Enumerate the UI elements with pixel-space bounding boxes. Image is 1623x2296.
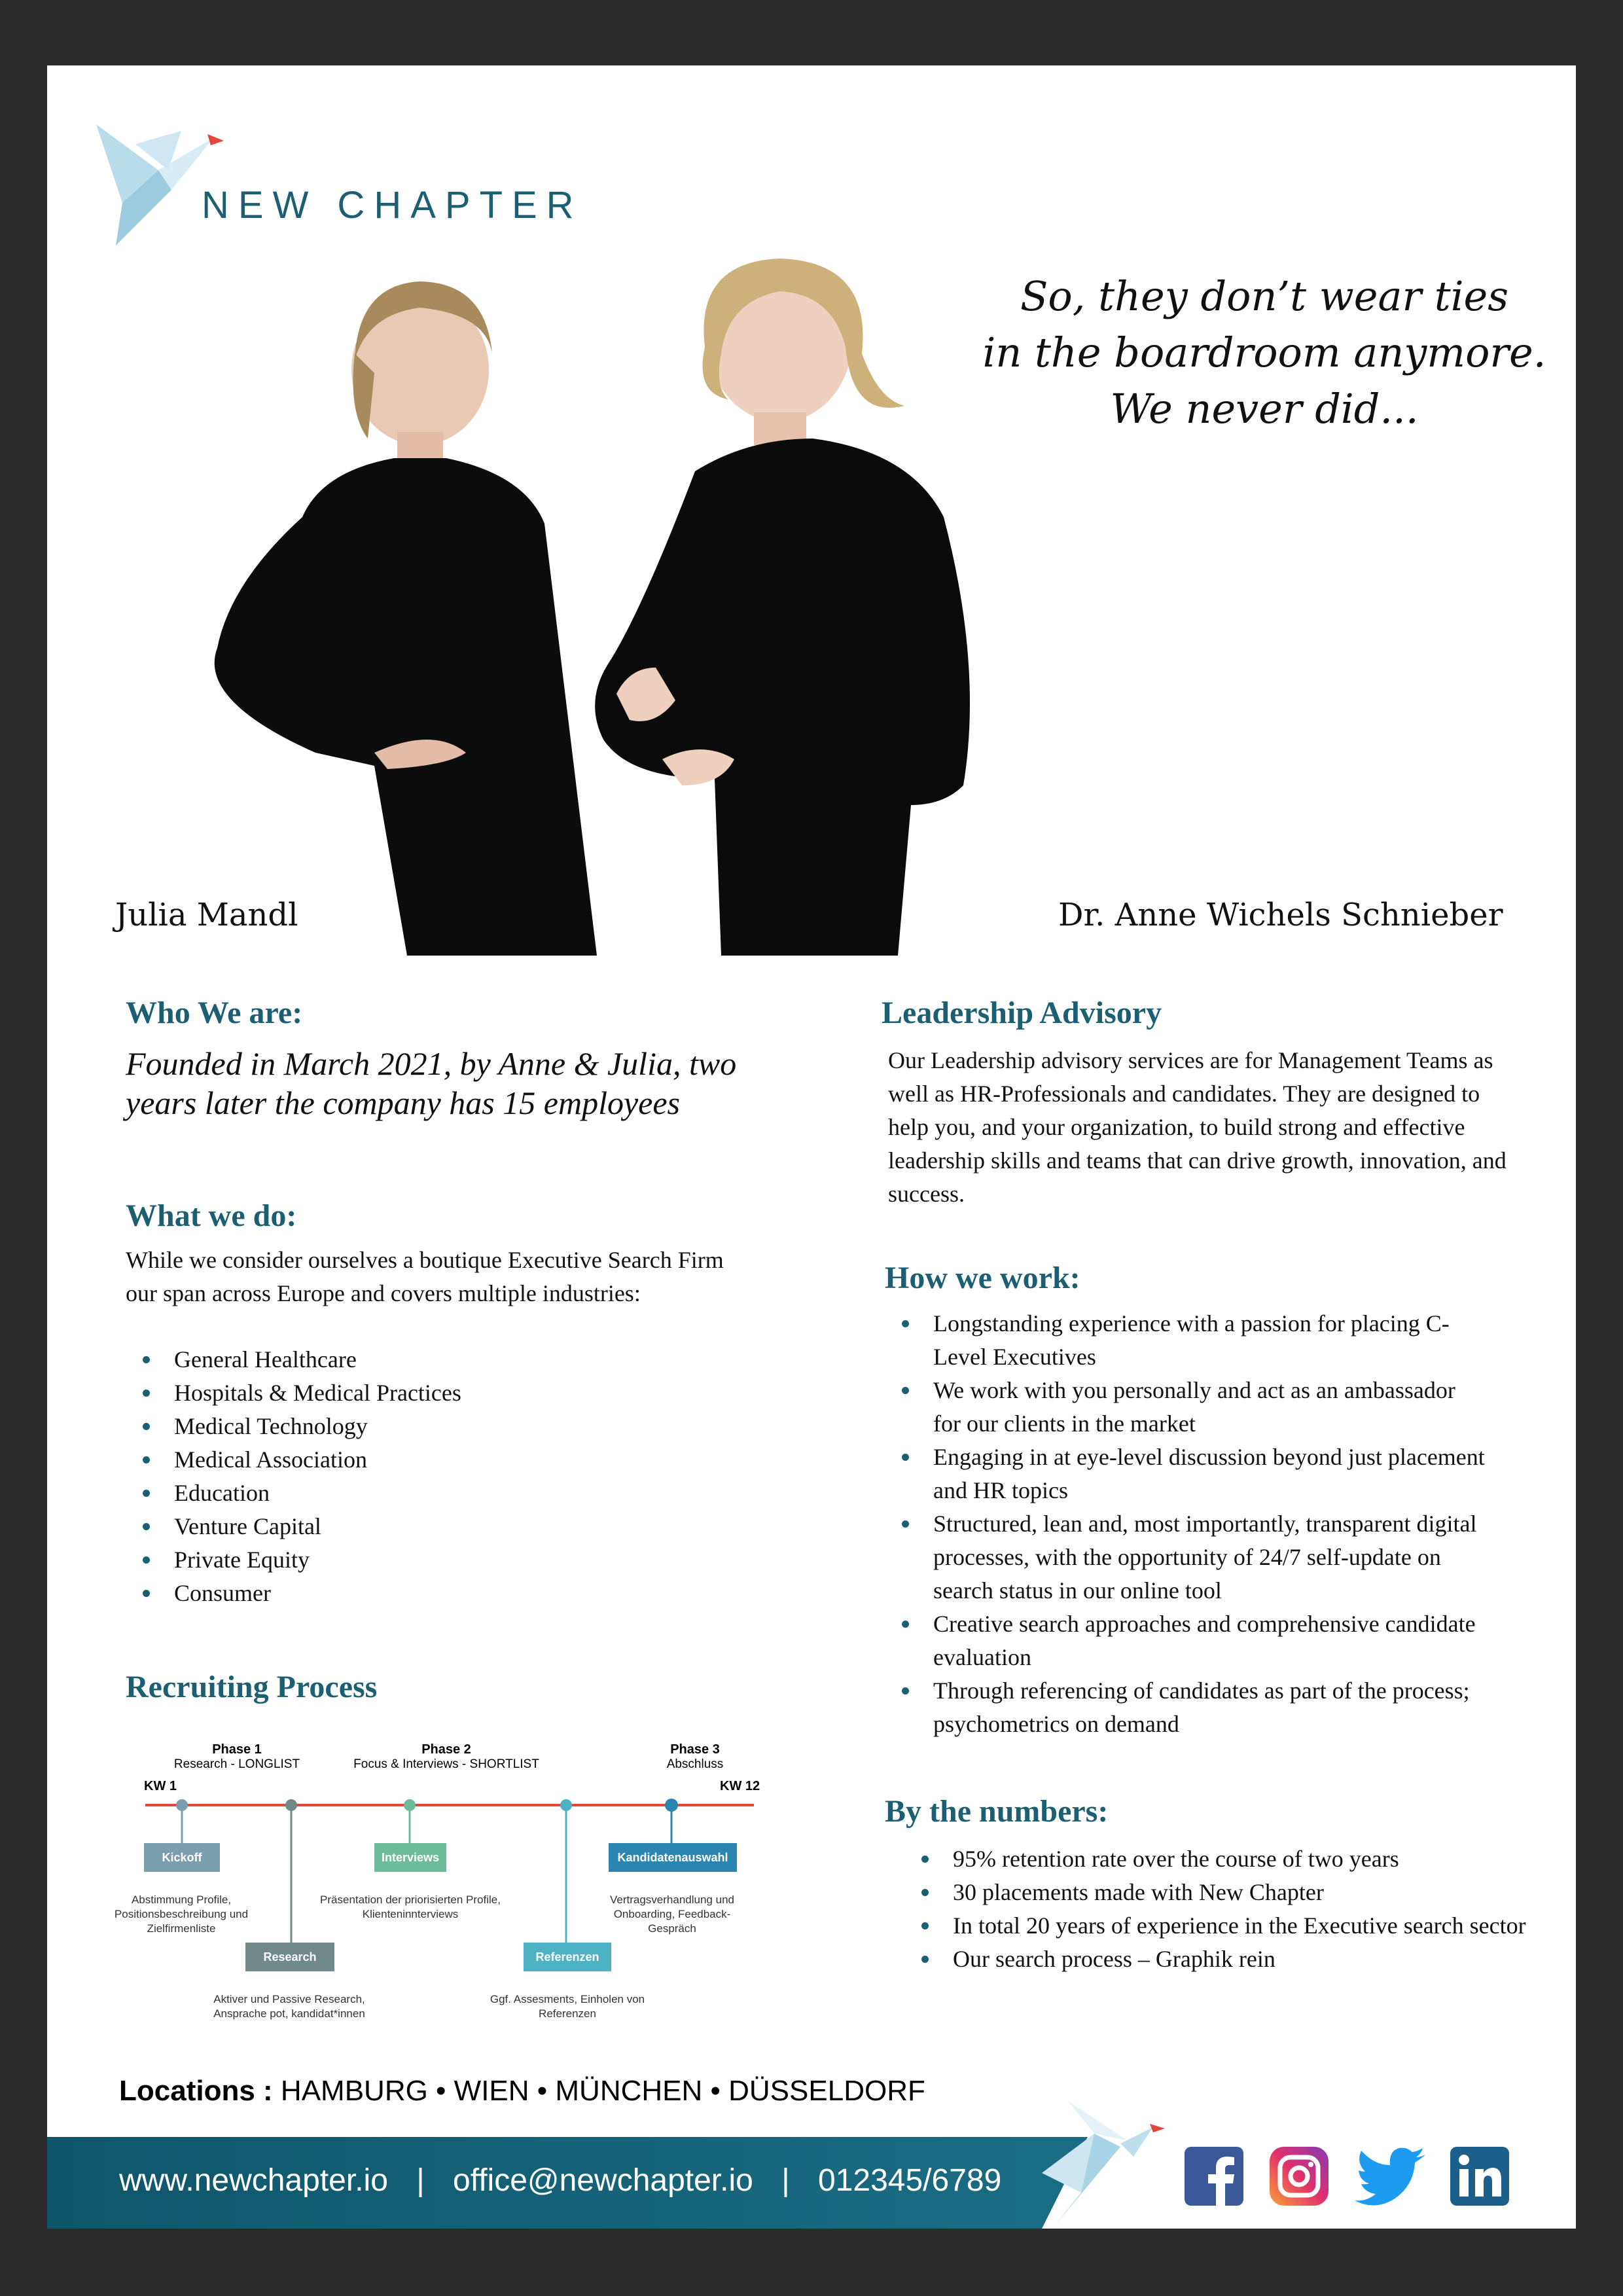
website-link[interactable]: www.newchapter.io [119,2163,388,2198]
what-heading: What we do: [126,1198,297,1233]
list-item: Private Equity [126,1543,715,1577]
phase-1-title: Phase 1 [212,1742,262,1757]
who-heading: Who We are: [126,996,303,1030]
step-referenzen: Referenzen [524,1943,611,1971]
numbers-list [904,1842,1552,1976]
step-kickoff-desc: Abstimmung Profile, Positionsbeschreibung und Zielfirmenliste [114,1893,249,1935]
footer-bird-icon [1042,2094,1166,2225]
person-name-right: Dr. Anne Wichels Schnieber [1058,897,1503,933]
list-item: Structured, lean and, most importantly, transparent digital processes, with the opportunity of 24/7 self-update on search status in our online tool [885,1507,1487,1607]
list-item: In total 20 years of experience in the Executive search sector [904,1909,1552,1943]
phase-2-sub: Focus & Interviews - SHORTLIST [353,1757,539,1771]
list-item: Our search process – Graphik rein [904,1943,1552,1976]
list-item: General Healthcare [126,1343,715,1376]
who-text: Founded in March 2021, by Anne & Julia, two years later the company has 15 employees [126,1045,737,1121]
phase-2-title: Phase 2 [421,1742,471,1757]
what-text: While we consider ourselves a boutique Executive Search Firm our span across Europe and covers multiple industries: [126,1247,724,1306]
phase-2-label [329,1742,564,1772]
step-kickoff: Kickoff [144,1843,220,1872]
list-item: 95% retention rate over the course of two years [904,1842,1552,1876]
step-research-desc: Aktiver und Passive Research, Ansprache pot, kandidat*innen [213,1993,365,2020]
phase-1-label [171,1742,302,1772]
phase-3-title: Phase 3 [670,1742,720,1757]
process-timeline [139,1793,767,1990]
twitter-icon[interactable] [1355,2147,1427,2206]
step-interviews-desc: Präsentation der priorisierten Profile, Klienteninnterviews [320,1893,501,1920]
facebook-icon[interactable] [1185,2147,1243,2206]
industries-list [126,1343,715,1610]
person-name-left: Julia Mandl [115,897,298,933]
tagline-line-2: in the boardroom anymore. [982,329,1546,376]
locations-label: Locations : [119,2075,273,2107]
phase-3-sub: Abschluss [666,1757,724,1771]
list-item: Engaging in at eye-level discussion beyond just placement and HR topics [885,1441,1487,1507]
kw-start: KW 1 [144,1779,177,1793]
logo-wordmark: NEW CHAPTER [202,184,583,226]
step-kandidatenauswahl-desc: Vertragsverhandlung und Onboarding, Feedback-Gespräch [610,1893,734,1935]
phase-1-sub: Research - LONGLIST [173,1757,300,1771]
locations-cities: HAMBURG • WIEN • MÜNCHEN • DÜSSELDORF [280,2075,925,2107]
how-list [885,1307,1487,1741]
list-item: Consumer [126,1577,715,1610]
footer-separator: | [416,2163,425,2198]
list-item: Medical Association [126,1443,715,1477]
phone-number: 012345/6789 [818,2163,1002,2198]
step-kandidatenauswahl: Kandidatenauswahl [609,1843,737,1872]
bird-logo-icon [96,105,227,249]
list-item: Creative search approaches and comprehensive candidate evaluation [885,1607,1487,1674]
step-research: Research [245,1943,334,1971]
instagram-icon[interactable] [1270,2147,1329,2206]
step-referenzen-desc: Ggf. Assesments, Einholen von Referenzen [490,1993,645,2020]
linkedin-icon[interactable] [1450,2147,1509,2206]
leadership-text: Our Leadership advisory services are for Management Teams as well as HR-Professionals and candidates. They are designed to help you, and your organization, to build strong and effective leadership skills and teams that can drive growth, innovation, and success. [888,1047,1507,1207]
list-item: 30 placements made with New Chapter [904,1876,1552,1909]
footer-separator: | [781,2163,790,2198]
locations [119,2075,925,2108]
list-item: Medical Technology [126,1410,715,1443]
phase-3-label [630,1742,760,1772]
julia-figure [215,281,597,956]
list-item: Hospitals & Medical Practices [126,1376,715,1410]
list-item: Education [126,1477,715,1510]
list-item: Longstanding experience with a passion for placing C-Level Executives [885,1307,1487,1374]
kw-end: KW 12 [720,1779,760,1793]
step-interviews: Interviews [374,1843,446,1872]
list-item: Venture Capital [126,1510,715,1543]
anne-figure [595,259,970,956]
list-item: Through referencing of candidates as part of the process; psychometrics on demand [885,1674,1487,1741]
founders-photo [158,242,1179,956]
list-item: We work with you personally and act as an ambassador for our clients in the market [885,1374,1487,1441]
flyer-page [47,65,1576,2229]
tagline-line-1: So, they don’t wear ties [1020,272,1509,320]
numbers-heading: By the numbers: [885,1794,1109,1829]
process-heading: Recruiting Process [126,1670,378,1704]
how-heading: How we work: [885,1261,1080,1295]
footer-contacts [119,2162,1001,2198]
email-link[interactable]: office@newchapter.io [453,2163,753,2198]
tagline-line-3: We never did... [1110,385,1419,433]
leadership-heading: Leadership Advisory [882,996,1162,1030]
